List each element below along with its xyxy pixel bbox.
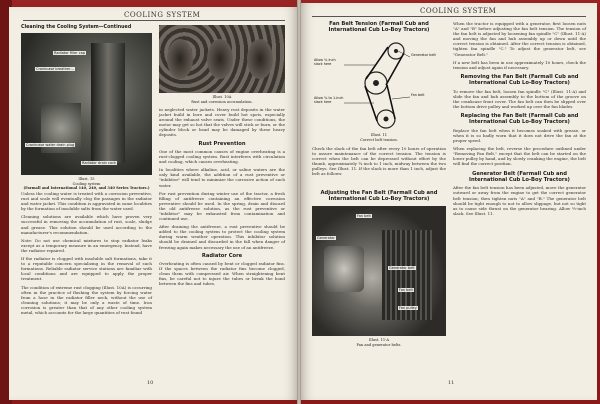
replacing-fan-belt-heading: Replacing the Fan Belt (Farmall Cub and International Cub Lo-Boy Tractors) [460, 113, 579, 126]
diagram-label-generator-belt: Generator belt [411, 53, 436, 57]
fan-generator-photo [312, 206, 446, 336]
left-para-1: Unless the cooling water is treated with a corrosion preventive, rust and scale will eventually clog the passages in the radiator and water jacket. This condition is aggravated in some localities by the formation of insoluble salts from the water used. [21, 191, 152, 212]
left-page [9, 7, 298, 400]
replacing-para-1: Replace the fan belt when it becomes soaked with grease, or when it is so badly worn that it does not drive the fan at the proper speed. [453, 127, 586, 144]
left-header-rule [23, 20, 285, 21]
photo-label-drain-cock: Radiator drain cock [82, 161, 117, 165]
replacing-para-2: When replacing the belt, reverse the procedure outlined under "Removing Fan Belt," except that the belt can be started on the lower pulley by hand, and by slowly cranking the engine, the belt will find the correct position. [453, 146, 586, 167]
right-page [300, 3, 597, 400]
right-page-number: 11 [448, 380, 455, 386]
illus-15-caption: Illust. 15 Cooling system (Farmall and International 140, 240, and 340 Series Tractors.) [23, 177, 150, 191]
generator-belt-line-b [386, 53, 404, 85]
left-col-text [21, 191, 152, 315]
belt-diagram-svg [314, 37, 444, 131]
photo2-label-fan-pulley: Fan pulley [399, 306, 417, 310]
right-page-col2 [453, 21, 586, 216]
generator-equipped-para: When the tractor is equipped with a generator, first loosen nuts "A" and "B" before adjusting the fan belt tension. The tension of the fan belt is adjusted by loosening fan spindle "C" (Illust. 11-A) and moving the fan and hub assembly up or down until the correct tension is obtained. After the correct tension is obtained, tighten fan spindle "C." To adjust the generator belt, see "Generator Belt." [453, 21, 586, 57]
photo2-label-generator-belt: Generator belt [389, 266, 415, 270]
tension-para: Check the slack of the fan belt after every 10 hours of operation to assure maintenance of the correct tension. The tension is correct when the belt can be depressed without effort by the thumb, approximately ¾ inch to 1 inch, midway between the two pulleys. See Illust. 11. If the slack is more than 1 inch, adjust the belt as follows: [312, 146, 446, 177]
left-running-head: COOLING SYSTEM [124, 11, 201, 19]
rust-accumulation-photo [159, 25, 285, 93]
left-page-col2 [159, 107, 285, 287]
left-para-2: Cleaning solutions are available which have proven very successful in removing the accumulation of rust, scale, sludge and grease. This solution should be used according to the manufacturer's recommendation. [21, 214, 152, 235]
diagram-label-slack-lower: Allow ¾ to 1-inch slack here [314, 96, 344, 104]
col2-para-1: in neglected water jackets. Heavy rust deposits in the water jacket build in bore and cover build hot spots, especially around the exhaust valve seats. Under these conditions, the motor may get so hot that the valves will stick or burn, or the cylinder block or head may be damaged by these heavy deposits. [159, 107, 285, 138]
photo-label-filler-cap: Radiator filler cap [54, 51, 86, 55]
diagram-label-fan-belt: Fan belt [411, 93, 425, 97]
left-section-title: Cleaning the Cooling System—Continued [21, 25, 132, 30]
generator-shape [324, 246, 364, 292]
adjusting-fan-belt-heading: Adjusting the Fan Belt (Farmall Cub and International Cub Lo-Boy Tractors) [320, 190, 438, 203]
left-page-number: 10 [147, 380, 154, 386]
photo2-label-fan-belt: Fan belt [357, 214, 371, 218]
illus-11-caption: Illust. 11 Correct belt tension. [360, 133, 398, 142]
generator-belt-para: After the fan belt tension has been adjusted, move the generator outward or away from the engine to get the correct generator belt tension; then tighten nuts "A" and "B." The generator belt should be tight enough to not to allow slippage, but not so tight as to cause side thrust on the generator bearing. Allow ½-inch slack. See Illust. 11. [453, 185, 586, 216]
right-running-head: COOLING SYSTEM [420, 7, 497, 15]
radiator-shape [91, 43, 125, 163]
cooling-system-photo [21, 33, 152, 175]
fan-belt-line-b [387, 85, 395, 119]
book-spine [297, 0, 301, 404]
rust-para-3: For rust prevention during winter use of the tractor, a fresh filling of antifreeze containing an effective corrosion preventive should be used. In the spring, drain and discard the old antifreeze solution, as the rust preventive or "inhibitor" may be exhausted from contamination and continued use. [159, 190, 285, 222]
belt-tension-diagram [314, 37, 444, 131]
left-para-4: If the radiator is clogged with insoluble salt formations, take it to a reputable concern specializing in the removal of such formations. Reliable radiator service stations are familiar with local conditions and are equipped to apply the proper treatment. [21, 256, 152, 282]
photo2-label-fan-belt-2: Fan belt [399, 288, 413, 292]
radiator-core-heading: Radiator Core [201, 252, 243, 259]
fan-belt-line-a [365, 86, 377, 121]
fan-belt-tension-heading: Fan Belt Tension (Farmall Cub and International Cub Lo-Boy Tractors) [328, 21, 430, 34]
rust-para-2: In localities where alkaline, acid, or saline waters are the only kind available, the addition of a rust preventive or "inhibitor" will tend to minimize the corrosive action of such water. [159, 167, 285, 188]
left-para-3: Note: Do not use chemical mixtures to stop radiator leaks except as a temporary measure in an emergency. Instead, have the radiator repaired. [21, 237, 152, 253]
generator-belt-heading: Generator Belt (Farmall Cub and International Cub Lo-Boy Tractors) [469, 170, 570, 183]
illus-10a-caption: Illust. 10A Rust and corrosion accumulation. [191, 95, 253, 104]
rust-prevention-heading: Rust Prevention [198, 140, 246, 147]
left-para-5: The condition of extreme rust clogging (Illust. 10A) is occurring often in the practice of flushing the system by forcing water from a hose in the radiator filler neck, without the use of cleaning solutions; it may be only a waste of time. Iron corrosion is greater than that of any other cooling system metal, which accounts for the large quantities of rust found [21, 284, 152, 315]
removing-fan-belt-heading: Removing the Fan Belt (Farmall Cub and International Cub Lo-Boy Tractors) [460, 73, 579, 87]
photo2-label-generator: Generator [317, 236, 335, 240]
illus-11a-caption: Illust. 11-A Fan and generator belts. [356, 338, 402, 347]
removing-para: To remove the fan belt, loosen fan spindle "C" (Illust. 11-A) and slide the fan and hub assembly to the bottom of the groove on the crankcase front cover. The fan belt can then be slipped over the bottom drive pulley and worked up over the fan blades. [453, 88, 586, 109]
core-para-1: Overheating is often caused by bent or clogged radiator fins. If the spaces between the radiator fins become clogged, clean them with compressed air. When straightening bent fins, be careful not to injure the tubes or break the bond between the fins and tubes. [159, 261, 285, 287]
diagram-label-slack-upper: Allow ¾ inch slack here [314, 58, 336, 66]
rust-para-1: One of the most common causes of engine overheating is a rust-clogged cooling system. Rust interferes with circulation and cooling, which causes overheating. [159, 148, 285, 165]
rust-para-4: After draining the antifreeze, a rust preventive should be added to the cooling system to protect the cooling system during warm weather operation. This inhibitor solution should be drained and discarded in the fall when danger of freezing again makes necessary the use of an antifreeze. [159, 224, 285, 250]
generator-belt-line-a [366, 47, 388, 79]
photo-label-drain-plug: Crankcase water drain plug [26, 143, 75, 147]
right-header-rule [312, 16, 586, 17]
new-belt-para: If a new belt has been in use approximately 10 hours, check the tension and adjust again if necessary. [453, 59, 586, 70]
photo-label-breather: Crankcase breather… [36, 67, 74, 71]
